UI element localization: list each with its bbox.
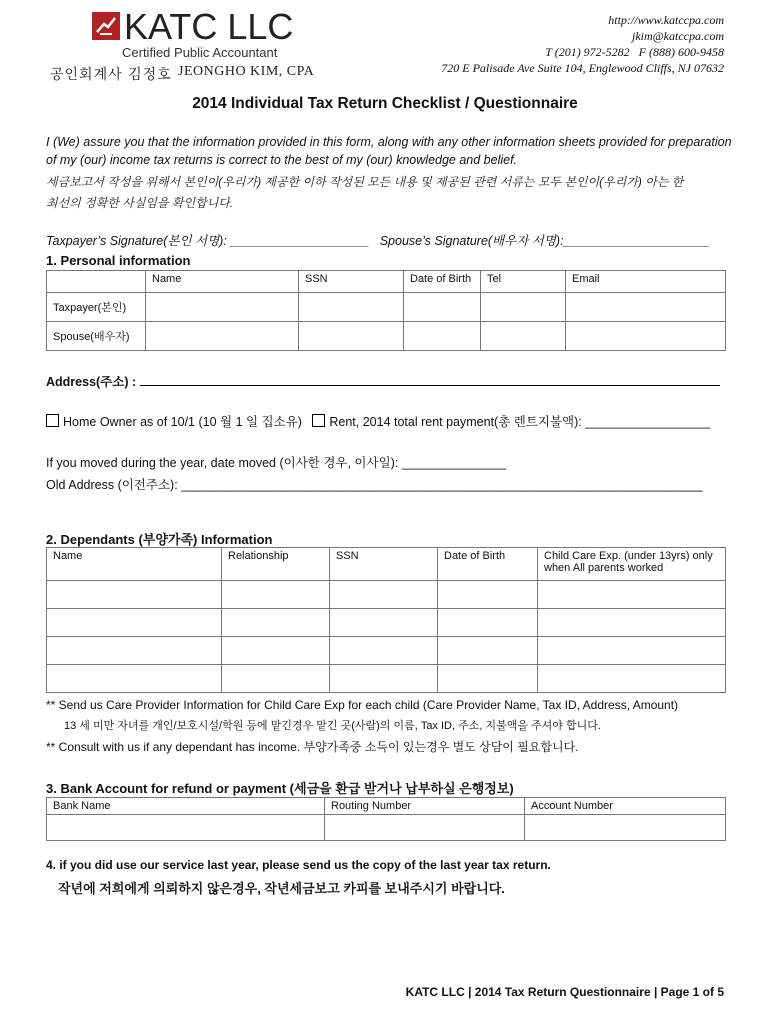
- logo-name: KATC LLC: [124, 6, 294, 47]
- assurance-korean-1: 세금보고서 작성을 위해서 본인이(우리가) 제공한 이하 작성된 모든 내용 및 제공된 관련 서류는 모두 본인이(우리가) 아는 한: [46, 175, 684, 189]
- dep-cell[interactable]: [538, 637, 726, 665]
- col-header-name: Name: [146, 271, 299, 293]
- spouse-signature-field[interactable]: Spouse’s Signature(배우자 서명):_____________________: [379, 234, 710, 248]
- dep-cell[interactable]: [438, 665, 538, 693]
- account-number-cell[interactable]: [525, 815, 726, 841]
- last-year-note-korean: 작년에 저희에게 의뢰하지 않은경우, 작년세금보고 카피를 보내주시기 바랍니다.: [58, 881, 505, 896]
- empty-header-cell: [47, 271, 146, 293]
- moved-row[interactable]: If you moved during the year, date moved (이사한 경우, 이사일): _______________: [46, 456, 507, 470]
- dep-cell[interactable]: [438, 581, 538, 609]
- table-row: [47, 815, 726, 841]
- row-label-taxpayer: Taxpayer(본인): [47, 293, 146, 322]
- dep-cell[interactable]: [330, 609, 438, 637]
- routing-number-cell[interactable]: [325, 815, 525, 841]
- dep-col-dob: Date of Birth: [438, 548, 538, 581]
- page-footer: KATC LLC | 2014 Tax Return Questionnaire | Page 1 of 5: [405, 985, 724, 999]
- website-link[interactable]: http://www.katccpa.com: [608, 13, 724, 27]
- dep-cell[interactable]: [47, 665, 222, 693]
- taxpayer-name-cell[interactable]: [146, 293, 299, 322]
- rent-label: Rent, 2014 total rent payment(총 렌트지불액): __________________: [329, 415, 711, 429]
- spouse-tel-cell[interactable]: [481, 322, 566, 351]
- dep-cell[interactable]: [47, 581, 222, 609]
- logo-mark-icon: [92, 12, 120, 40]
- assurance-korean-2: 최선의 정확한 사실임을 확인합니다.: [46, 196, 234, 210]
- dep-cell[interactable]: [47, 609, 222, 637]
- address-field[interactable]: [140, 373, 720, 386]
- home-owner-label: Home Owner as of 10/1 (10 월 1 일 집소유): [63, 415, 302, 429]
- bank-col-routing: Routing Number: [325, 798, 525, 815]
- bank-col-account: Account Number: [525, 798, 726, 815]
- care-provider-note-korean: 13 세 미만 자녀를 개인/보호시설/학원 등에 맡긴경우 맡긴 곳(사람)의 이름, Tax ID, 주소, 지불액을 주셔야 합니다.: [64, 720, 601, 732]
- col-header-dob: Date of Birth: [404, 271, 481, 293]
- dependants-table: [46, 547, 726, 693]
- dep-cell[interactable]: [438, 637, 538, 665]
- taxpayer-signature-field[interactable]: Taxpayer’s Signature(본인 서명): ____________________: [46, 234, 370, 248]
- table-row: [47, 609, 726, 637]
- old-address-row[interactable]: Old Address (이전주소): ___________________________________________________________________________: [46, 478, 703, 492]
- phone-fax: T (201) 972-5282 F (888) 600-9458: [545, 45, 724, 59]
- logo-person-name: JEONGHO KIM, CPA: [178, 64, 315, 79]
- bank-heading: 3. Bank Account for refund or payment (세금을 환급 받거나 납부하실 은행정보): [46, 781, 514, 796]
- rent-checkbox[interactable]: [312, 414, 325, 427]
- dep-cell[interactable]: [538, 665, 726, 693]
- taxpayer-dob-cell[interactable]: [404, 293, 481, 322]
- signature-line: [46, 231, 710, 249]
- bank-name-cell[interactable]: [47, 815, 325, 841]
- dep-col-relationship: Relationship: [222, 548, 330, 581]
- dep-cell[interactable]: [330, 581, 438, 609]
- dep-cell[interactable]: [222, 665, 330, 693]
- dep-cell[interactable]: [222, 609, 330, 637]
- personal-info-heading: 1. Personal information: [46, 253, 191, 268]
- logo-korean-name: 공인회계사 김정호: [50, 67, 172, 83]
- dep-cell[interactable]: [438, 609, 538, 637]
- col-header-tel: Tel: [481, 271, 566, 293]
- last-year-note: 4. if you did use our service last year, please send us the copy of the last year tax return.: [46, 858, 551, 872]
- taxpayer-tel-cell[interactable]: [481, 293, 566, 322]
- dep-cell[interactable]: [47, 637, 222, 665]
- col-header-ssn: SSN: [299, 271, 404, 293]
- dep-cell[interactable]: [222, 581, 330, 609]
- dep-col-ssn: SSN: [330, 548, 438, 581]
- spouse-email-cell[interactable]: [566, 322, 726, 351]
- care-provider-note: ** Send us Care Provider Information for Child Care Exp for each child (Care Provider Name, Tax ID, Address, Amount): [46, 698, 679, 712]
- assurance-english: I (We) assure you that the information provided in this form, along with any other information sheets provided for preparation of my (our) income tax returns is correct to the best of my (our) knowledge and belief.: [46, 135, 732, 167]
- address-row: [46, 372, 720, 390]
- email-link[interactable]: jkim@katccpa.com: [631, 29, 724, 43]
- spouse-dob-cell[interactable]: [404, 322, 481, 351]
- page-title: 2014 Individual Tax Return Checklist / Questionnaire: [192, 95, 578, 112]
- dep-col-name: Name: [47, 548, 222, 581]
- bank-table: [46, 797, 726, 841]
- dep-cell[interactable]: [538, 581, 726, 609]
- housing-row: [46, 412, 710, 430]
- table-row: [47, 637, 726, 665]
- table-row: [47, 581, 726, 609]
- dep-cell[interactable]: [538, 609, 726, 637]
- spouse-ssn-cell[interactable]: [299, 322, 404, 351]
- dep-cell[interactable]: [222, 637, 330, 665]
- logo-subtitle: Certified Public Accountant: [122, 45, 278, 60]
- address-label: Address(주소) :: [46, 375, 137, 389]
- dependants-heading: 2. Dependants (부양가족) Information: [46, 532, 273, 547]
- row-label-spouse: Spouse(배우자): [47, 322, 146, 351]
- office-address: 720 E Palisade Ave Suite 104, Englewood Cliffs, NJ 07632: [441, 61, 724, 75]
- home-owner-checkbox[interactable]: [46, 414, 59, 427]
- dependant-income-note: ** Consult with us if any dependant has income. 부양가족중 소득이 있는경우 별도 상담이 필요합니다.: [46, 740, 579, 754]
- dep-col-childcare: Child Care Exp. (under 13yrs) only when All parents worked: [538, 548, 726, 581]
- spouse-name-cell[interactable]: [146, 322, 299, 351]
- table-row: [47, 665, 726, 693]
- contact-block: [441, 12, 724, 76]
- col-header-email: Email: [566, 271, 726, 293]
- taxpayer-ssn-cell[interactable]: [299, 293, 404, 322]
- personal-info-table: [46, 270, 726, 351]
- bank-col-name: Bank Name: [47, 798, 325, 815]
- taxpayer-email-cell[interactable]: [566, 293, 726, 322]
- dep-cell[interactable]: [330, 665, 438, 693]
- dep-cell[interactable]: [330, 637, 438, 665]
